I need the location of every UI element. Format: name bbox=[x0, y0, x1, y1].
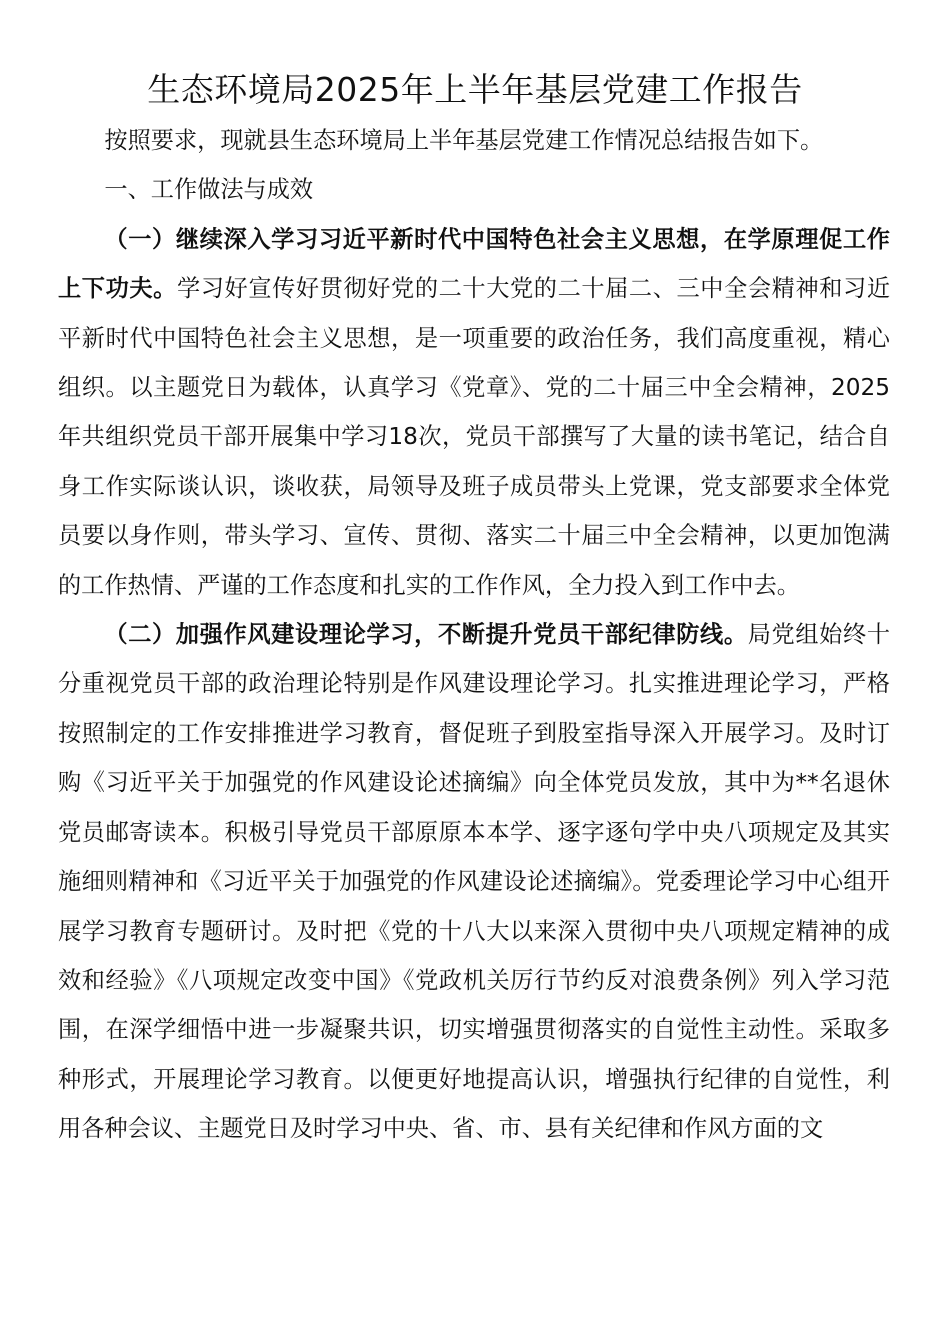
section-2-body: 局党组始终十分重视党员干部的政治理论特别是作风建设理论学习。扎实推进理论学习，严格按照制定的工作安排推进学习教育，督促班子到股室指导深入开展学习。及时订购《习近平关于加强党的作风建设论述摘编》向全体党员发放，其中为**名退休党员邮寄读本。积极引导党员干部原原本本学、逐字逐句学中央八项规定及其实施细则精神和《习近平关于加强党的作风建设论述摘编》。党委理论学习中心组开展学习教育专题研讨。及时把《党的十八大以来深入贯彻中央八项规定精神的成效和经验》《八项规定改变中国》《党政机关厉行节约反对浪费条例》列入学习范围，在深学细悟中进一步凝聚共识，切实增强贯彻落实的自觉性主动性。采取多种形式，开展理论学习教育。以便更好地提高认识，增强执行纪律的自觉性，利用各种会议、主题党日及时学习中央、省、市、县有关纪律和作风方面的文 bbox=[58, 621, 891, 1143]
section-1-heading: （一）继续深入学习习近平新时代中国特色社会主义思想，在学原理促工作上下功夫。 bbox=[58, 225, 890, 303]
document-body bbox=[58, 116, 890, 1154]
section-2-paragraph bbox=[58, 610, 890, 1153]
document-title: 生态环境局2025年上半年基层党建工作报告 bbox=[147, 70, 803, 109]
section-1-paragraph bbox=[58, 215, 890, 610]
intro-paragraph: 按照要求，现就县生态环境局上半年基层党建工作情况总结报告如下。 bbox=[104, 127, 824, 154]
section-2-heading: （二）加强作风建设理论学习，不断提升党员干部纪律防线。 bbox=[104, 621, 748, 649]
section-1-body: 学习好宣传好贯彻好党的二十大党的二十届二、三中全会精神和习近平新时代中国特色社会主义思想，是一项重要的政治任务，我们高度重视，精心组织。以主题党日为载体，认真学习《党章》、党的二十届三中全会精神，2025年共组织党员干部开展集中学习18次，党员干部撰写了大量的读书笔记，结合自身工作实际谈认识，谈收获，局领导及班子成员带头上党课，党支部要求全体党员要以身作则，带头学习、宣传、贯彻、落实二十届三中全会精神，以更加饱满的工作热情、严谨的工作态度和扎实的工作作风，全力投入到工作中去。 bbox=[58, 275, 891, 599]
section-heading: 一、工作做法与成效 bbox=[104, 176, 314, 204]
